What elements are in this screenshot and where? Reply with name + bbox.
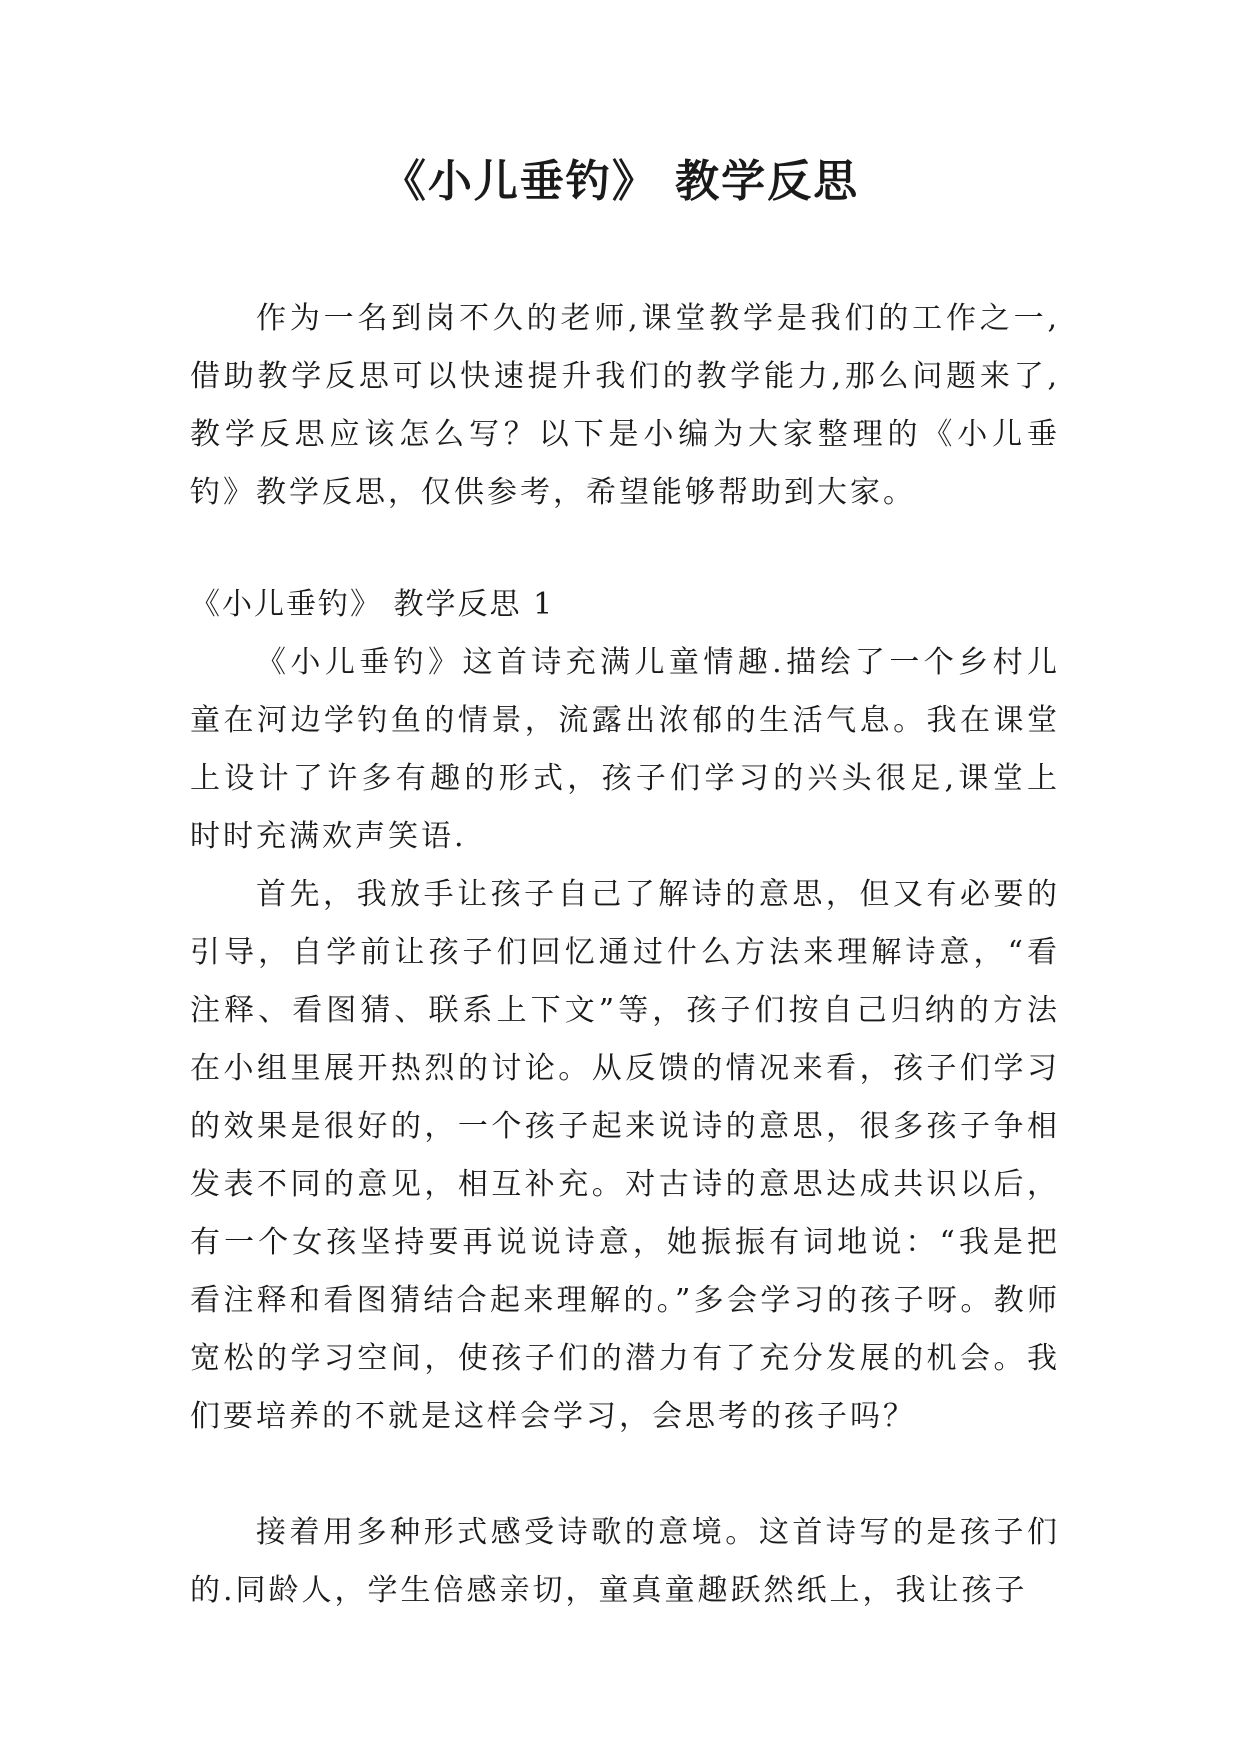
body-paragraph-1: 《小儿垂钓》这首诗充满儿童情趣.描绘了一个乡村儿童在河边学钓鱼的情景，流露出浓郁的生活气息。我在课堂上设计了许多有趣的形式，孩子们学习的兴头很足,课堂上时时充满欢声笑语. [190, 645, 1060, 854]
section-heading: 《小儿垂钓》 教学反思 1 [190, 587, 555, 622]
body-paragraph-3: 接着用多种形式感受诗歌的意境。这首诗写的是孩子们的.同龄人，学生倍感亲切，童真童趣跃然纸上，我让孩子 [190, 1515, 1060, 1608]
document-title: 《小儿垂钓》 教学反思 [381, 156, 860, 207]
intro-paragraph: 作为一名到岗不久的老师,课堂教学是我们的工作之一,借助教学反思可以快速提升我们的教学能力,那么问题来了,教学反思应该怎么写？以下是小编为大家整理的《小儿垂钓》教学反思，仅供参考，希望能够帮助到大家。 [190, 301, 1060, 510]
body-paragraph-2: 首先，我放手让孩子自己了解诗的意思，但又有必要的引导，自学前让孩子们回忆通过什么方法来理解诗意，“看注释、看图猜、联系上下文”等，孩子们按自己归纳的方法在小组里展开热烈的讨论。从反馈的情况来看，孩子们学习的效果是很好的，一个孩子起来说诗的意思，很多孩子争相发表不同的意见，相互补充。对古诗的意思达成共识以后，有一个女孩坚持要再说说诗意，她振振有词地说：“我是把看注释和看图猜结合起来理解的。”多会学习的孩子呀。教师宽松的学习空间，使孩子们的潜力有了充分发展的机会。我们要培养的不就是这样会学习，会思考的孩子吗？ [190, 877, 1060, 1434]
